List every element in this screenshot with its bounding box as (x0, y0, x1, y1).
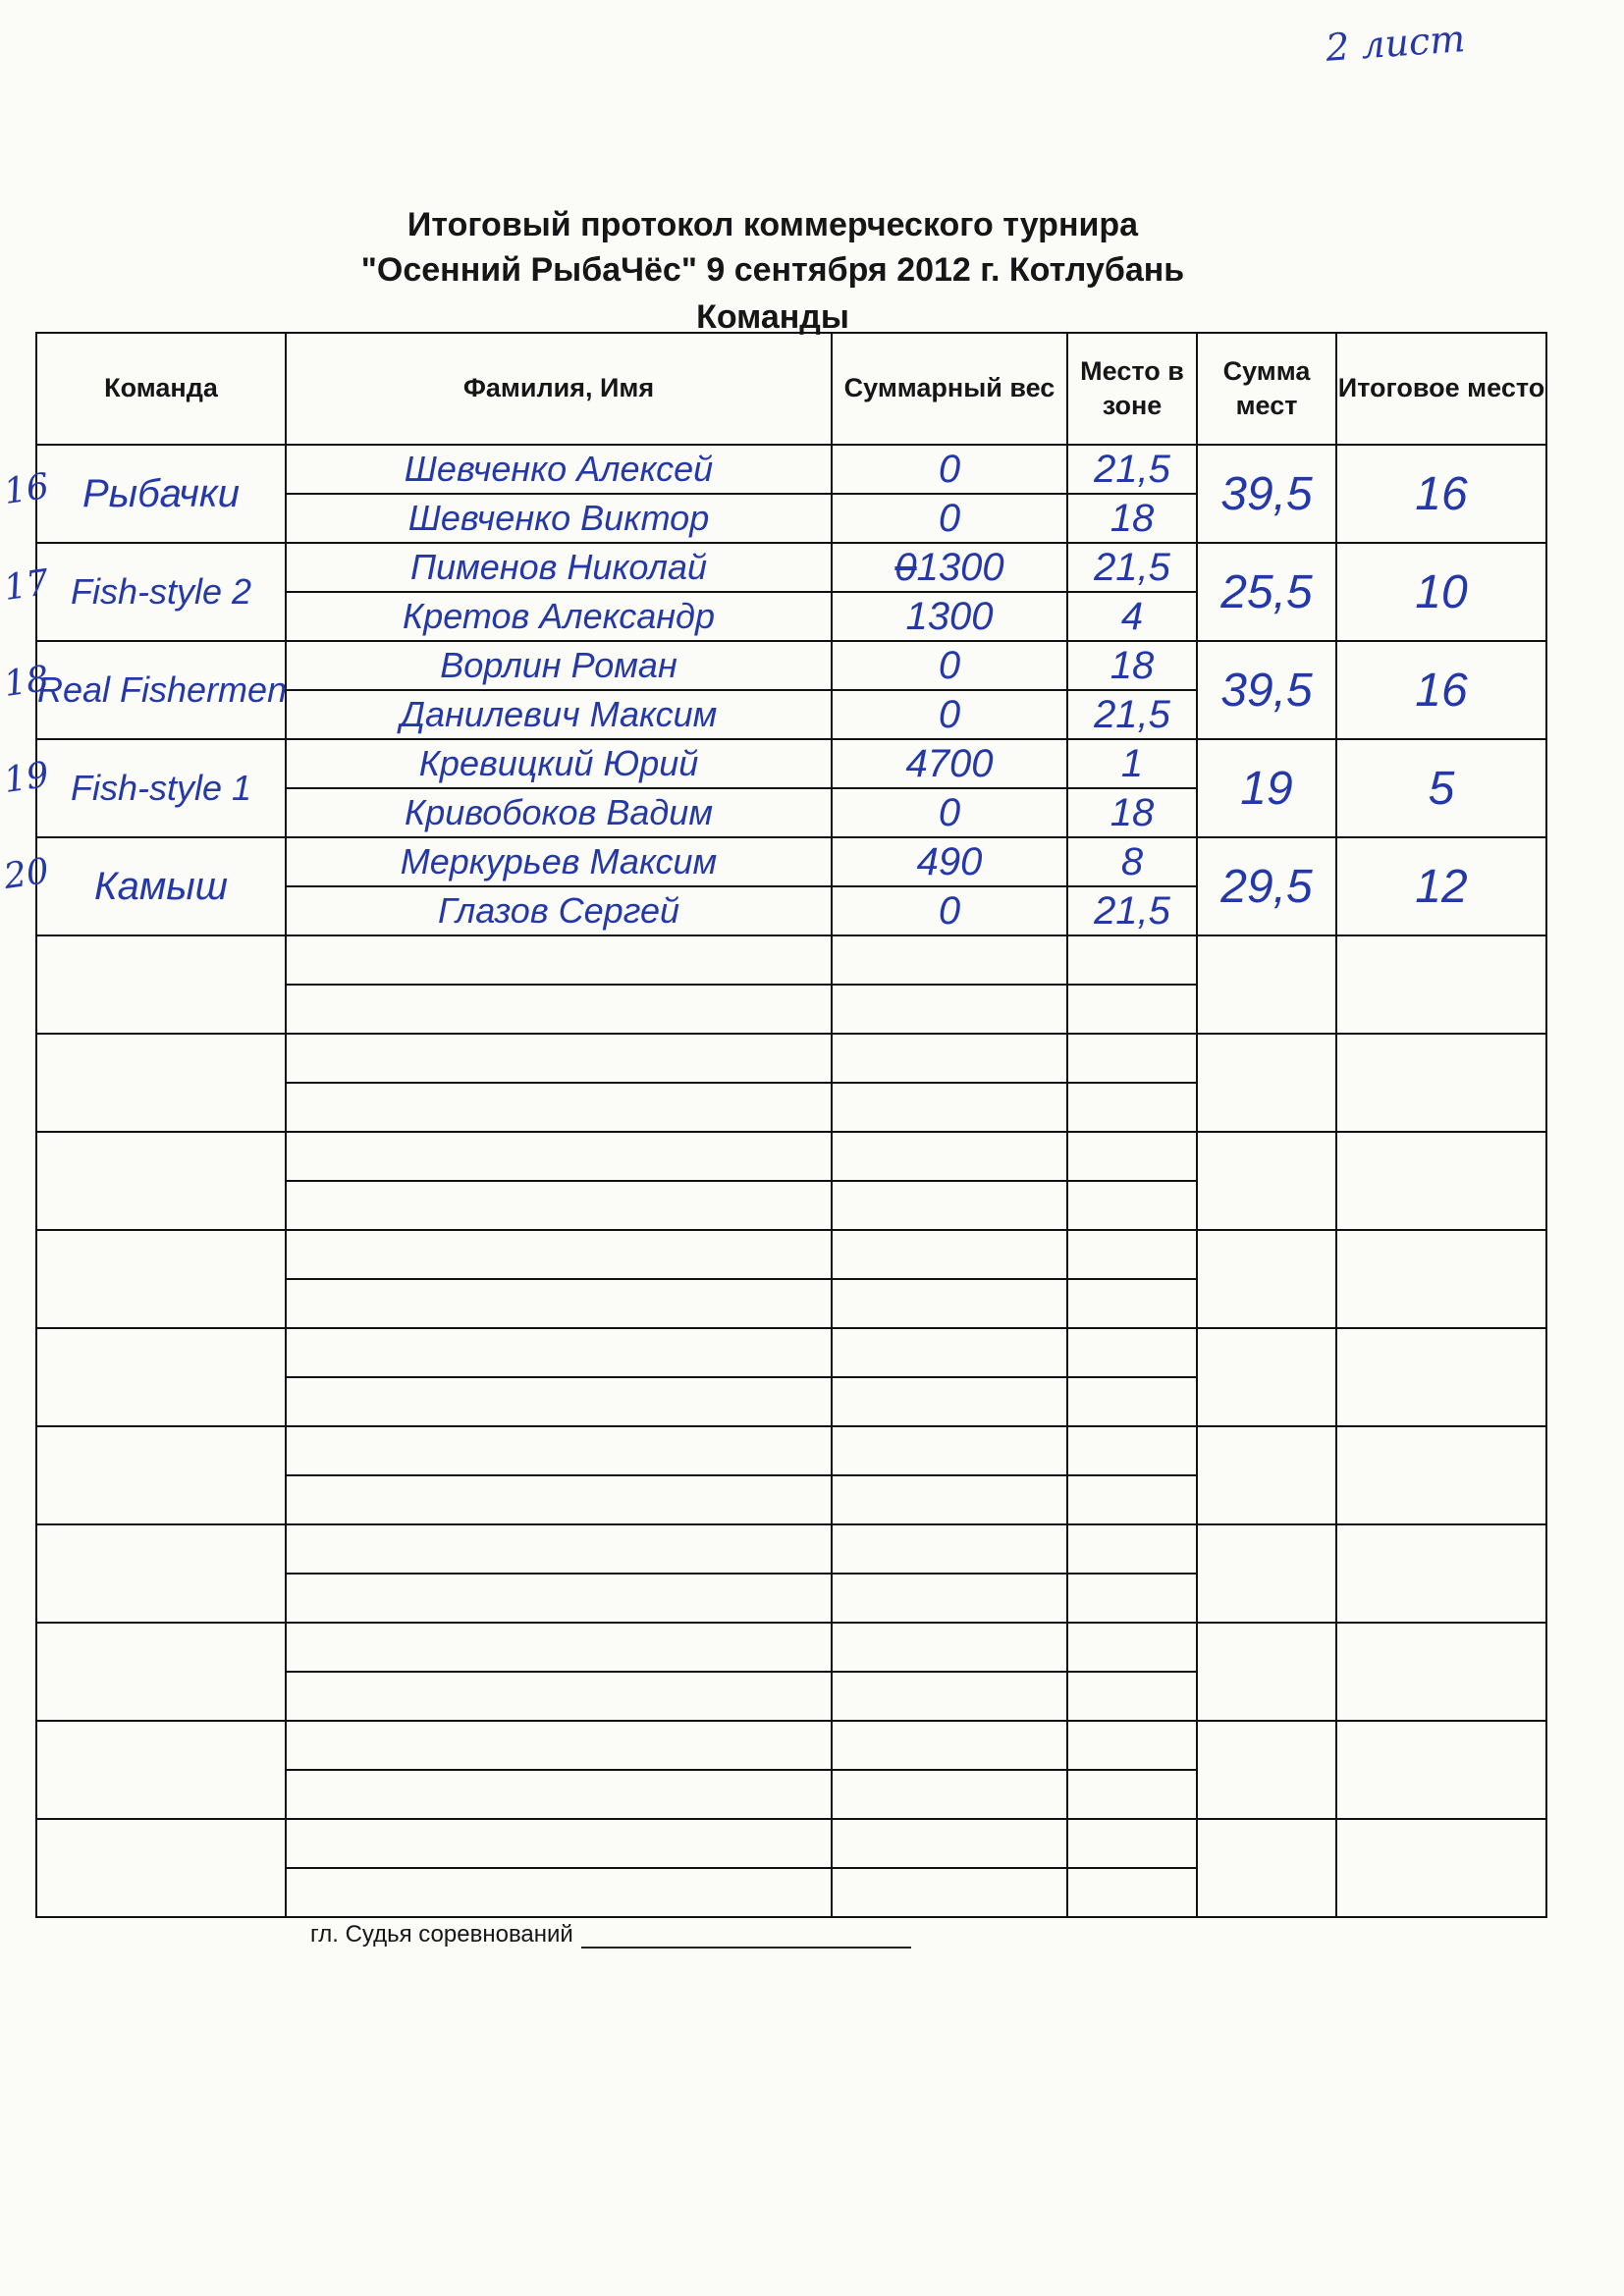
zone-place-cell: 18 (1067, 641, 1197, 690)
weight-cell (832, 1770, 1067, 1819)
weight-value: 0 (938, 643, 961, 687)
team-cell: Real Fishermen (36, 641, 286, 739)
member-name-cell (286, 985, 832, 1034)
title-line-1: Итоговый протокол коммерческого турнира (406, 206, 1139, 243)
member-name-cell: Глазов Сергей (286, 886, 832, 935)
zone-place-cell (1067, 1230, 1197, 1279)
col-header-name: Фамилия, Имя (286, 333, 832, 445)
zone-place-cell (1067, 935, 1197, 985)
member-name-cell (286, 1819, 832, 1868)
weight-cell (832, 592, 1067, 641)
table-row (36, 1623, 1546, 1672)
table-row (36, 1426, 1546, 1475)
zone-place-cell (1067, 1181, 1197, 1230)
member-name-cell (286, 1770, 832, 1819)
weight-cell (832, 886, 1067, 935)
sum-places-cell (1197, 1328, 1336, 1426)
zone-place-cell (1067, 1868, 1197, 1917)
member-name-cell (286, 1623, 832, 1672)
weight-cell (832, 1868, 1067, 1917)
team-cell (36, 935, 286, 1034)
table-row (36, 1230, 1546, 1279)
sum-places-cell (1197, 1034, 1336, 1132)
zone-place-cell: 21,5 (1067, 690, 1197, 739)
weight-cell (832, 543, 1067, 592)
weight-cell (832, 739, 1067, 788)
weight-cell (832, 690, 1067, 739)
team-cell (36, 1623, 286, 1721)
team-cell (36, 1426, 286, 1524)
weight-cell (832, 1574, 1067, 1623)
member-name-cell: Шевченко Алексей (286, 445, 832, 494)
zone-place-cell: 18 (1067, 494, 1197, 543)
member-name-cell (286, 1230, 832, 1279)
weight-cell (832, 641, 1067, 690)
weight-cell (832, 1475, 1067, 1524)
member-name-cell (286, 1132, 832, 1181)
table-row (36, 543, 1546, 592)
zone-place-cell (1067, 1623, 1197, 1672)
zone-place-cell (1067, 1377, 1197, 1426)
weight-value: 0 (938, 692, 961, 736)
member-name-cell: Кревицкий Юрий (286, 739, 832, 788)
team-cell (36, 1034, 286, 1132)
final-place-cell (1336, 1034, 1546, 1132)
table-row (36, 739, 1546, 788)
weight-value: 0 (938, 888, 961, 933)
zone-place-cell (1067, 1770, 1197, 1819)
sum-places-cell (1197, 935, 1336, 1034)
weight-cell (832, 1672, 1067, 1721)
team-cell (36, 1524, 286, 1623)
weight-cell (832, 788, 1067, 837)
weight-cell (832, 1181, 1067, 1230)
sum-places-cell: 39,5 (1197, 445, 1336, 543)
sum-places-cell (1197, 1819, 1336, 1917)
zone-place-cell (1067, 1475, 1197, 1524)
weight-cell (832, 445, 1067, 494)
team-cell: Fish-style 1 (36, 739, 286, 837)
member-name-cell: Данилевич Максим (286, 690, 832, 739)
sum-places-cell: 25,5 (1197, 543, 1336, 641)
zone-place-cell (1067, 1328, 1197, 1377)
col-header-weight: Суммарный вес (832, 333, 1067, 445)
zone-place-cell: 1 (1067, 739, 1197, 788)
table-row (36, 1721, 1546, 1770)
sum-places-cell (1197, 1623, 1336, 1721)
zone-place-cell (1067, 1426, 1197, 1475)
final-place-cell (1336, 1721, 1546, 1819)
sum-places-cell (1197, 1132, 1336, 1230)
weight-cell (832, 1377, 1067, 1426)
weight-cell (832, 1083, 1067, 1132)
results-table (35, 332, 1547, 1918)
weight-cell (832, 985, 1067, 1034)
zone-place-cell (1067, 1279, 1197, 1328)
zone-place-cell (1067, 1083, 1197, 1132)
final-place-cell: 16 (1336, 641, 1546, 739)
team-cell: Рыбачки (36, 445, 286, 543)
member-name-cell (286, 1377, 832, 1426)
struck-weight: 0 (894, 545, 917, 589)
weight-cell (832, 1819, 1067, 1868)
zone-place-cell: 21,5 (1067, 886, 1197, 935)
final-place-cell (1336, 935, 1546, 1034)
team-cell (36, 1230, 286, 1328)
final-place-cell (1336, 1328, 1546, 1426)
final-place-cell (1336, 1132, 1546, 1230)
col-header-sum-places: Сумма мест (1197, 333, 1336, 445)
zone-place-cell (1067, 1034, 1197, 1083)
table-row (36, 935, 1546, 985)
weight-cell (832, 1426, 1067, 1475)
table-row (36, 837, 1546, 886)
weight-value: 490 (916, 839, 983, 883)
col-header-team: Команда (36, 333, 286, 445)
member-name-cell (286, 1181, 832, 1230)
sheet-number-note: 2 лист (1324, 17, 1467, 70)
zone-place-cell: 21,5 (1067, 445, 1197, 494)
member-name-cell: Пименов Николай (286, 543, 832, 592)
title-line-3: Команды (696, 298, 849, 336)
weight-cell (832, 1721, 1067, 1770)
judge-label: гл. Судья соревнований (310, 1921, 573, 1948)
signature-blank (581, 1947, 911, 1949)
zone-place-cell (1067, 1574, 1197, 1623)
team-cell (36, 1328, 286, 1426)
weight-value: 1300 (916, 545, 1004, 589)
member-name-cell (286, 1279, 832, 1328)
member-name-cell (286, 1672, 832, 1721)
zone-place-cell (1067, 1132, 1197, 1181)
sum-places-cell (1197, 1426, 1336, 1524)
table-row (36, 1132, 1546, 1181)
table-row (36, 1524, 1546, 1574)
zone-place-cell (1067, 985, 1197, 1034)
sum-places-cell: 29,5 (1197, 837, 1336, 935)
member-name-cell: Меркурьев Максим (286, 837, 832, 886)
weight-value: 0 (938, 496, 961, 540)
member-name-cell (286, 1083, 832, 1132)
weight-value: 4700 (905, 741, 994, 785)
table-row (36, 1328, 1546, 1377)
member-name-cell (286, 935, 832, 985)
zone-place-cell: 18 (1067, 788, 1197, 837)
member-name-cell (286, 1475, 832, 1524)
zone-place-cell: 21,5 (1067, 543, 1197, 592)
col-header-final-place: Итоговое место (1336, 333, 1546, 445)
weight-cell (832, 1328, 1067, 1377)
sum-places-cell (1197, 1721, 1336, 1819)
final-place-cell (1336, 1819, 1546, 1917)
sum-places-cell: 39,5 (1197, 641, 1336, 739)
weight-cell (832, 1623, 1067, 1672)
final-place-cell (1336, 1524, 1546, 1623)
table-row (36, 445, 1546, 494)
member-name-cell (286, 1034, 832, 1083)
weight-value: 1300 (905, 594, 994, 638)
member-name-cell: Ворлин Роман (286, 641, 832, 690)
sum-places-cell: 19 (1197, 739, 1336, 837)
member-name-cell: Шевченко Виктор (286, 494, 832, 543)
member-name-cell (286, 1574, 832, 1623)
sum-places-cell (1197, 1230, 1336, 1328)
weight-cell (832, 1132, 1067, 1181)
team-number-note: 16 (1, 466, 52, 512)
sum-places-cell (1197, 1524, 1336, 1623)
zone-place-cell: 8 (1067, 837, 1197, 886)
member-name-cell (286, 1328, 832, 1377)
weight-cell (832, 1230, 1067, 1279)
final-place-cell (1336, 1230, 1546, 1328)
team-number-note: 17 (1, 562, 52, 609)
team-cell (36, 1132, 286, 1230)
member-name-cell: Кретов Александр (286, 592, 832, 641)
weight-cell (832, 494, 1067, 543)
final-place-cell (1336, 1426, 1546, 1524)
table-row (36, 1034, 1546, 1083)
weight-value: 0 (938, 447, 961, 491)
final-place-cell: 16 (1336, 445, 1546, 543)
team-number-note: 18 (1, 659, 52, 705)
member-name-cell (286, 1721, 832, 1770)
zone-place-cell (1067, 1819, 1197, 1868)
zone-place-cell: 4 (1067, 592, 1197, 641)
member-name-cell (286, 1524, 832, 1574)
member-name-cell (286, 1868, 832, 1917)
table-row (36, 641, 1546, 690)
final-place-cell: 5 (1336, 739, 1546, 837)
team-number-note: 19 (1, 755, 52, 801)
weight-cell (832, 1034, 1067, 1083)
team-cell: Камыш (36, 837, 286, 935)
final-place-cell: 10 (1336, 543, 1546, 641)
weight-cell (832, 837, 1067, 886)
table-row (36, 1819, 1546, 1868)
team-cell (36, 1819, 286, 1917)
final-place-cell (1336, 1623, 1546, 1721)
weight-cell (832, 1524, 1067, 1574)
zone-place-cell (1067, 1672, 1197, 1721)
weight-cell (832, 935, 1067, 985)
team-number-note: 20 (1, 851, 52, 897)
zone-place-cell (1067, 1524, 1197, 1574)
header-row (36, 333, 1546, 445)
weight-value: 0 (938, 790, 961, 834)
title-line-2: "Осенний РыбаЧёс" 9 сентября 2012 г. Котлубань (360, 251, 1185, 289)
zone-place-cell (1067, 1721, 1197, 1770)
team-cell: Fish-style 2 (36, 543, 286, 641)
col-header-zone-place: Место в зоне (1067, 333, 1197, 445)
weight-cell (832, 1279, 1067, 1328)
judge-signature-line (310, 1921, 911, 1949)
member-name-cell: Кривобоков Вадим (286, 788, 832, 837)
final-place-cell: 12 (1336, 837, 1546, 935)
member-name-cell (286, 1426, 832, 1475)
team-cell (36, 1721, 286, 1819)
